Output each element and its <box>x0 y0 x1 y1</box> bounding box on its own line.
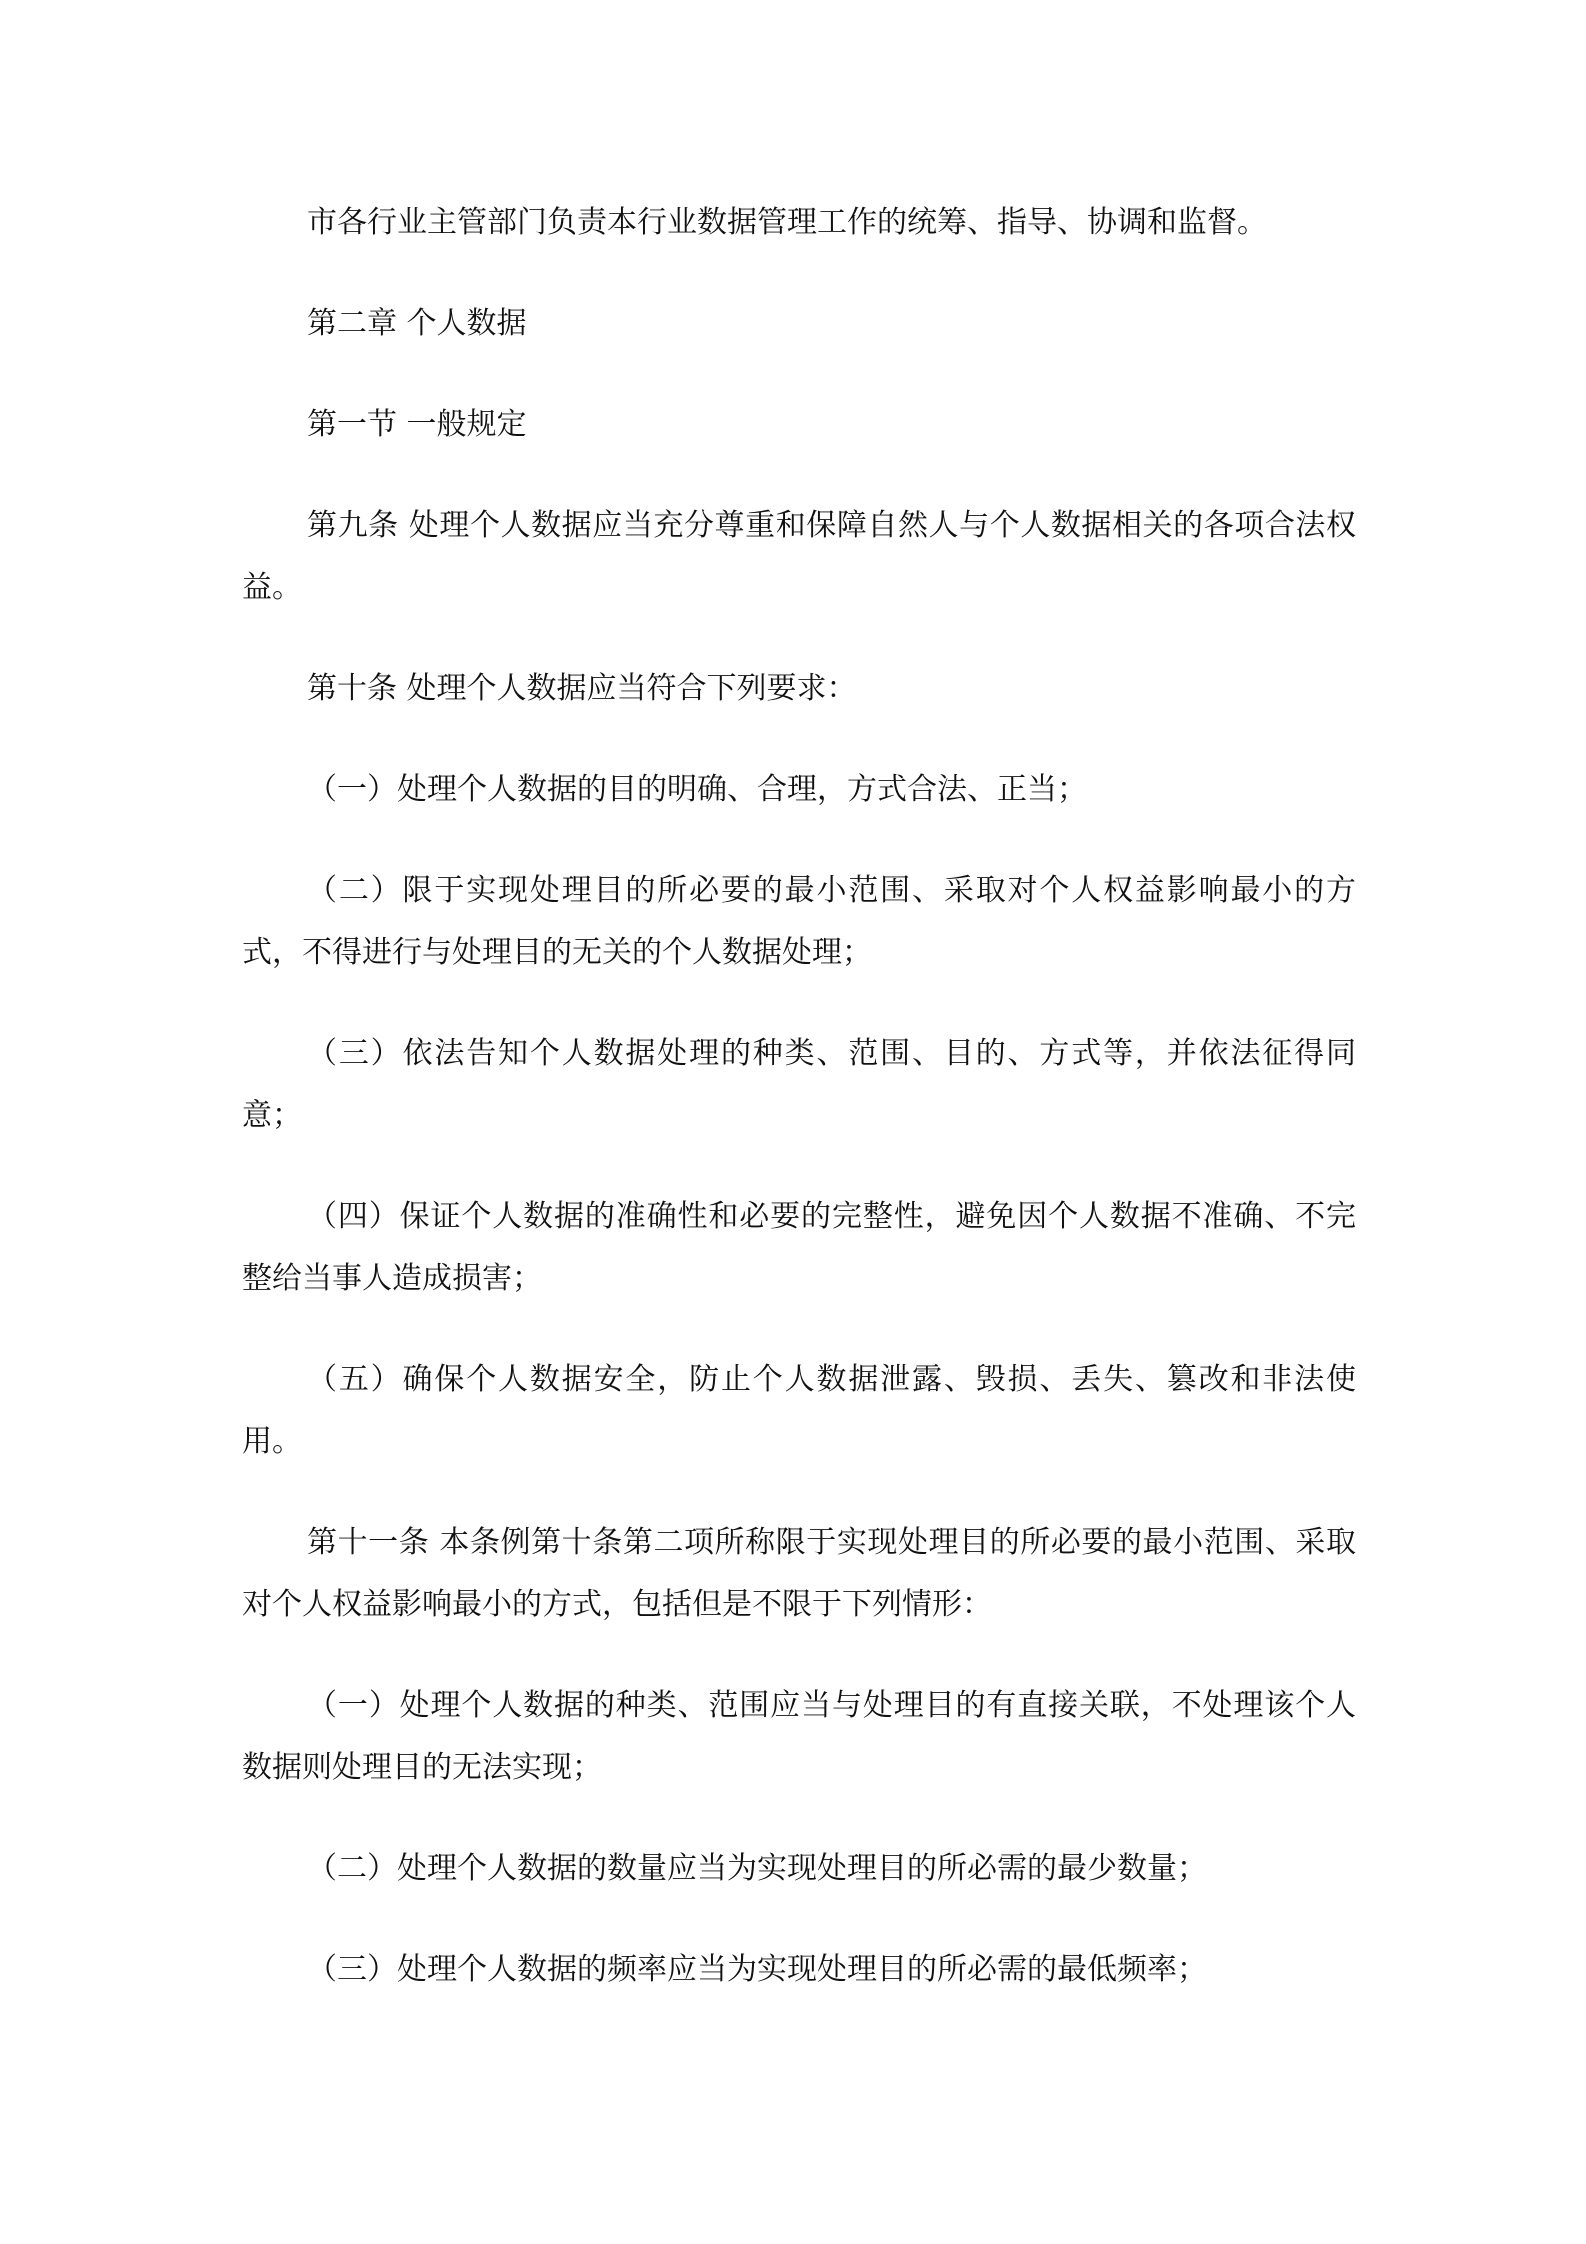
article-10-item-3: （三）依法告知个人数据处理的种类、范围、目的、方式等，并依法征得同意； <box>242 1036 1356 1133</box>
article-11-item-2: （二）处理个人数据的数量应当为实现处理目的所必需的最少数量； <box>307 1851 1207 1886</box>
paragraph: 市各行业主管部门负责本行业数据管理工作的统筹、指导、协调和监督。 <box>307 205 1267 240</box>
article-11-item-1: （一）处理个人数据的种类、范围应当与处理目的有直接关联，不处理该个人数据则处理目的无法实现； <box>242 1688 1356 1785</box>
article-10-item-2: （二）限于实现处理目的所必要的最小范围、采取对个人权益影响最小的方式，不得进行与处理目的无关的个人数据处理； <box>242 873 1356 970</box>
article-11-item-3: （三）处理个人数据的频率应当为实现处理目的所必需的最低频率； <box>307 1952 1207 1987</box>
article-10-item-5: （五）确保个人数据安全，防止个人数据泄露、毁损、丢失、篡改和非法使用。 <box>242 1362 1356 1459</box>
article-11: 第十一条 本条例第十条第二项所称限于实现处理目的所必要的最小范围、采取对个人权益影响最小的方式，包括但是不限于下列情形： <box>242 1525 1356 1622</box>
article-9: 第九条 处理个人数据应当充分尊重和保障自然人与个人数据相关的各项合法权益。 <box>242 508 1356 605</box>
document-page <box>242 192 1356 2040</box>
article-10-item-1: （一）处理个人数据的目的明确、合理，方式合法、正当； <box>307 772 1087 807</box>
section-heading: 第一节 一般规定 <box>307 407 527 442</box>
chapter-heading: 第二章 个人数据 <box>307 306 527 341</box>
article-10-item-4: （四）保证个人数据的准确性和必要的完整性，避免因个人数据不准确、不完整给当事人造成损害； <box>242 1199 1356 1296</box>
article-10: 第十条 处理个人数据应当符合下列要求： <box>307 671 857 706</box>
